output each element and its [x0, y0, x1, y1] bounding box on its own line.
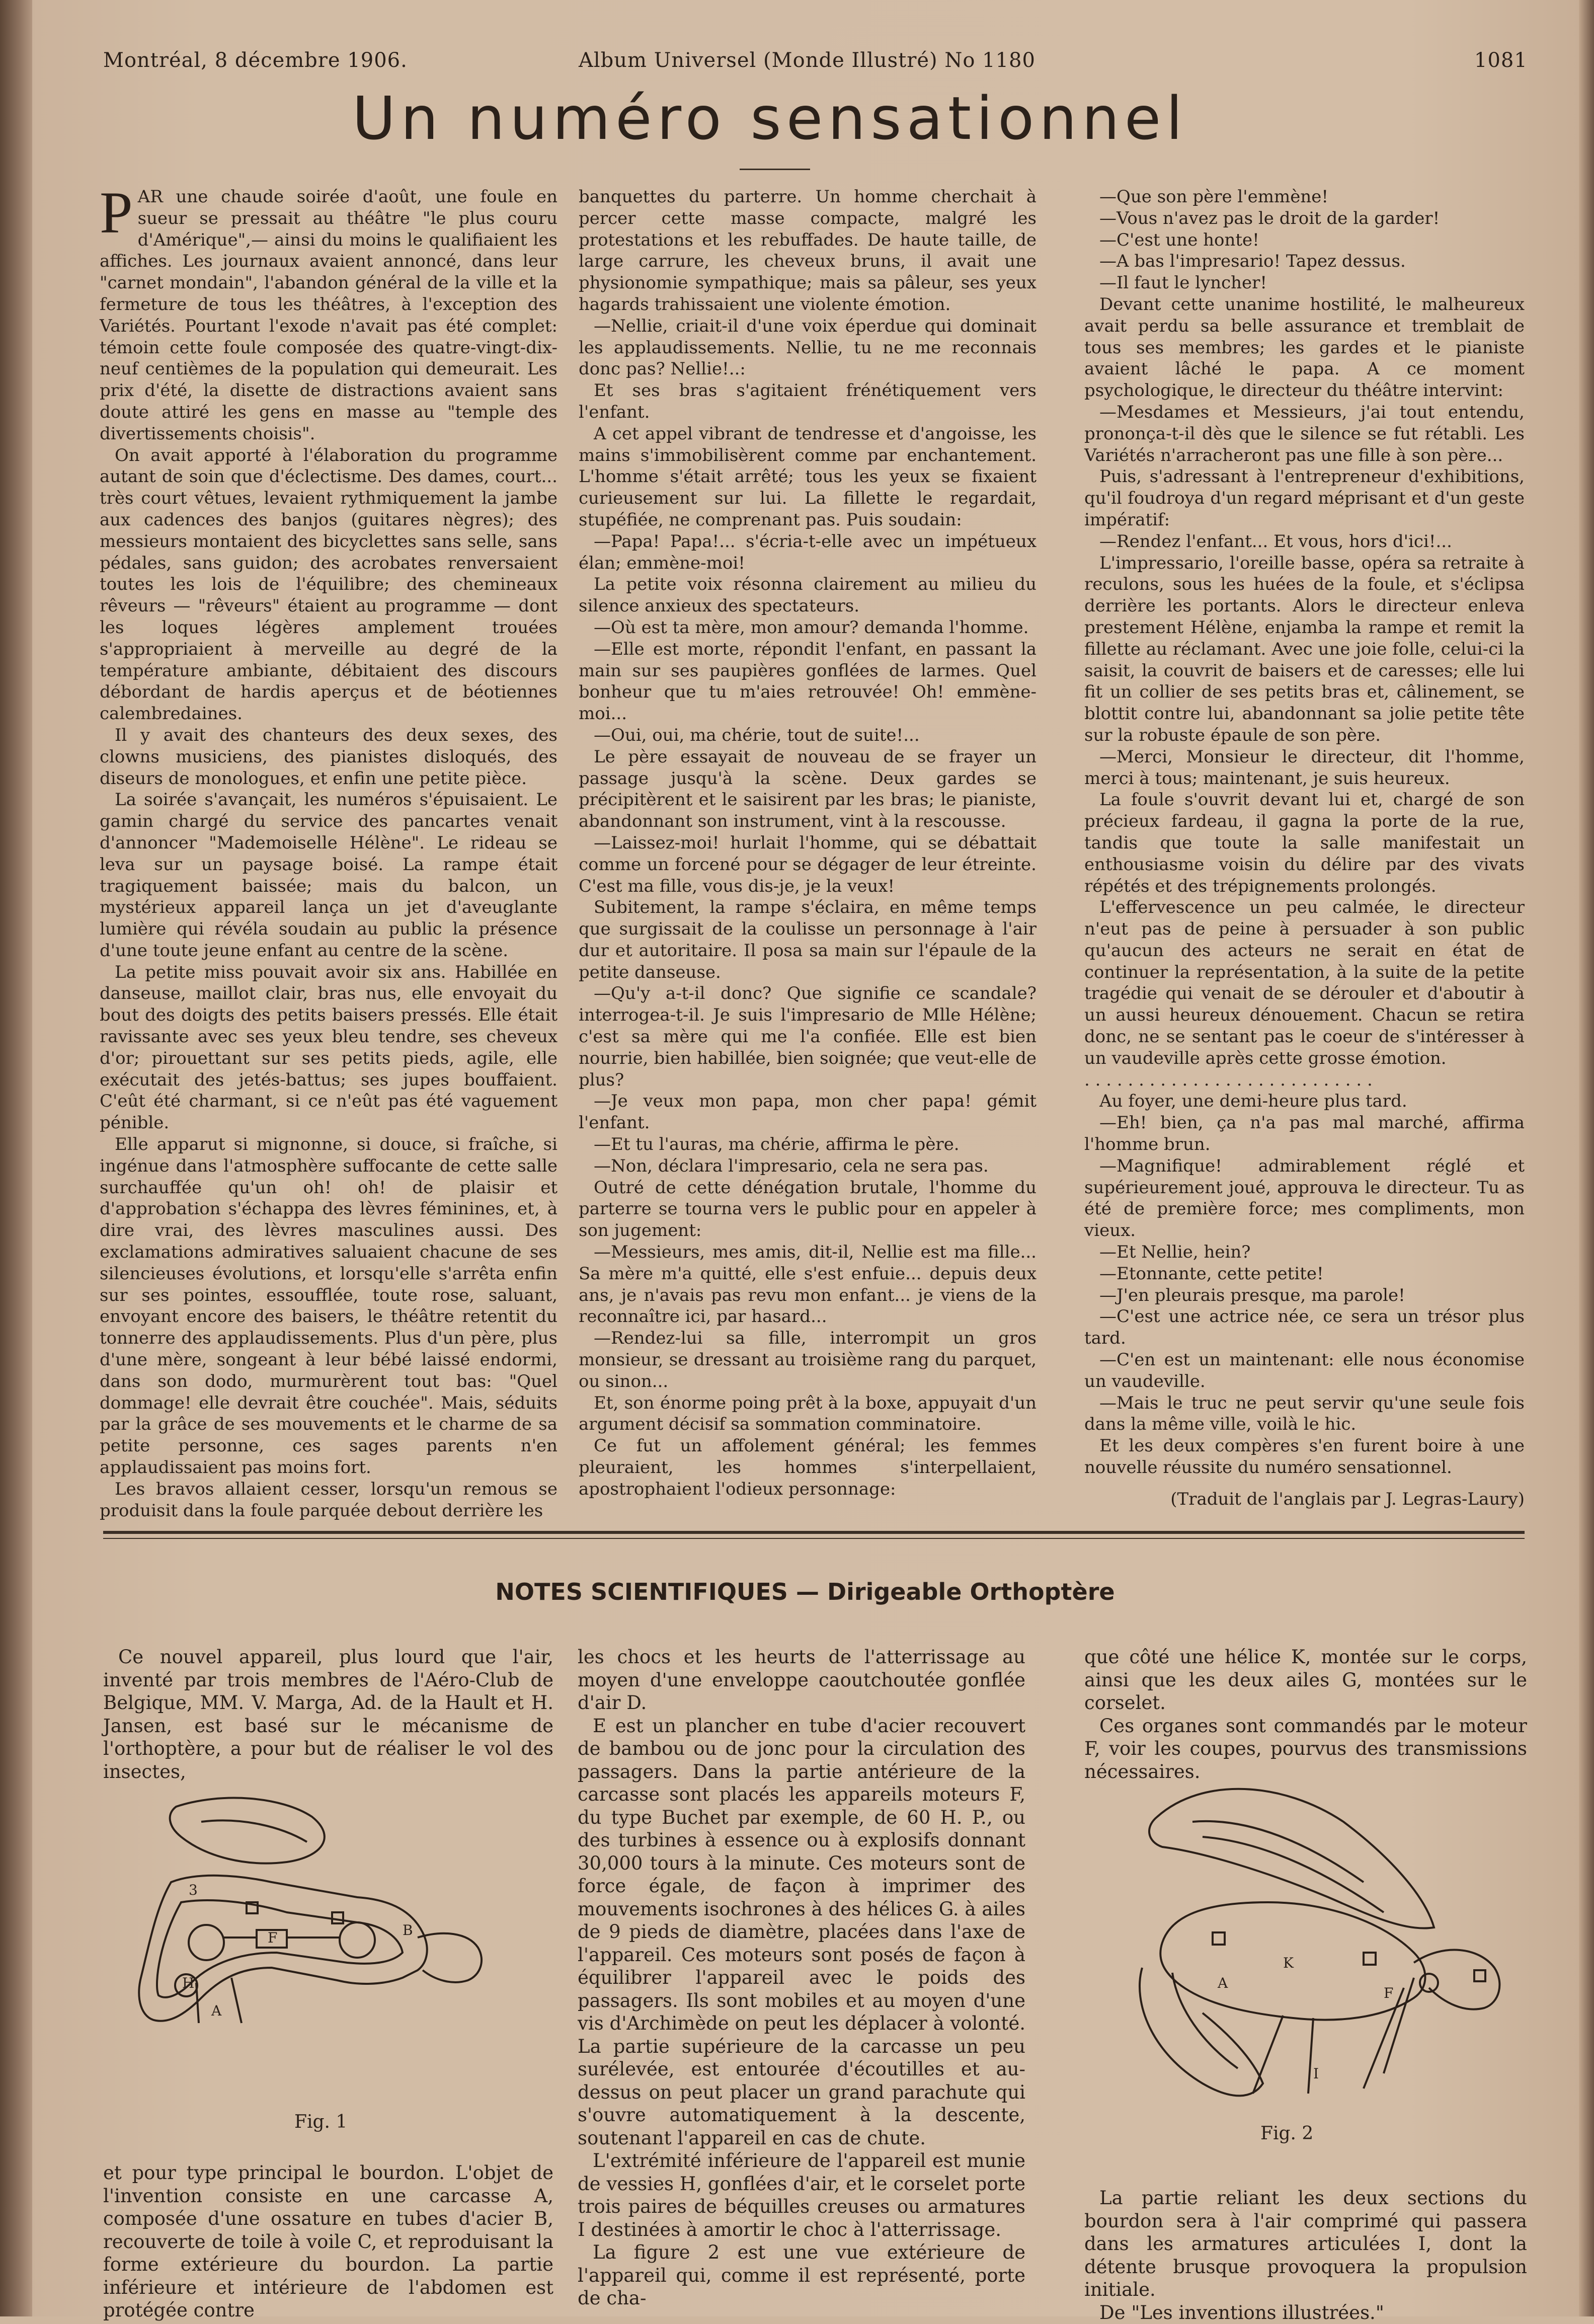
story-column-1: [100, 186, 557, 1521]
story-paragraph: —Nellie, criait-il d'une voix éperdue qui dominait les applaudissements. Nellie, tu ne me reconnais donc pas? Nellie!..:: [579, 316, 1037, 380]
story-paragraph: —Rendez l'enfant... Et vous, hors d'ici!...: [1084, 531, 1525, 553]
science-paragraph: Ces organes sont commandés par le moteur F, voir les coupes, pourvus des transmissions nécessaires.: [1084, 1715, 1527, 1784]
story-paragraph: Et, son énorme poing prêt à la boxe, appuyait d'un argument décisif sa sommation comminatoire.: [579, 1392, 1037, 1436]
fig2-label-a: A: [1217, 1975, 1228, 1991]
story-paragraph: Les bravos allaient cesser, lorsqu'un remous se produisit dans la foule parquée debout derrière les: [100, 1479, 557, 1522]
story-paragraph: La petite voix résonna clairement au milieu du silence anxieux des spectateurs.: [579, 574, 1037, 617]
story-paragraph: —J'en pleurais presque, ma parole!: [1084, 1285, 1525, 1306]
story-paragraph: —Etonnante, cette petite!: [1084, 1263, 1525, 1285]
header-publication: Album Universel (Monde Illustré) No 1180: [579, 48, 1035, 72]
science-paragraph: La partie reliant les deux sections du bourdon sera à l'air comprimé qui passera dans les armatures articulées I, dont la détente brusque provoquera la propulsion initiale.: [1084, 2187, 1527, 2301]
science-paragraph: Ce nouvel appareil, plus lourd que l'air, inventé par trois membres de l'Aéro-Club de Belgique, MM. V. Marga, Ad. de la Hault et H. Jansen, est basé sur le mécanisme de l'orthoptère, a pour but de réaliser le vol des insectes,: [103, 1646, 553, 1783]
story-paragraph: Au foyer, une demi-heure plus tard.: [1084, 1091, 1525, 1112]
story-paragraph: —Il faut le lyncher!: [1084, 272, 1525, 294]
title-divider: [740, 169, 810, 170]
fig1-label-b: B: [403, 1922, 413, 1939]
story-paragraph: —Merci, Monsieur le directeur, dit l'homme, merci à tous; maintenant, je suis heureux.: [1084, 746, 1525, 790]
science-column-1-top: [103, 1646, 553, 1783]
story-paragraph: —C'est une actrice née, ce sera un trésor plus tard.: [1084, 1306, 1525, 1349]
fig1-label-a: A: [211, 2002, 222, 2019]
figure-1-cross-section: [121, 1787, 538, 2099]
science-paragraph: et pour type principal le bourdon. L'objet de l'invention consiste en une carcasse A, composée d'une ossature en tubes d'acier B, recouverte de toile à voile C, et reproduisant la forme extérieure du bourdon. La partie inférieure et intérieure de l'abdomen est protégée contre: [103, 2161, 553, 2322]
story-paragraph: —Mesdames et Messieurs, j'ai tout entendu, prononça-t-il dès que le silence se fut rétabli. Les Variétés n'arracheront pas une fille à son père...: [1084, 402, 1525, 466]
story-paragraph: L'impressario, l'oreille basse, opéra sa retraite à reculons, sous les huées de la foule, et s'éclipsa derrière les portants. Alors le directeur enleva prestement Hélène, enjamba la rampe et remit la fillette au réclamant. Avec une joie folle, celui-ci la saisit, la couvrit de baisers et de caresses; elle lui fit un collier de ses petits bras et, câlinement, se blottit contre lui, abandonnant sa jolie petite tête sur la robuste épaule de son père.: [1084, 553, 1525, 746]
story-paragraph: Et les deux compères s'en furent boire à une nouvelle réussite du numéro sensationnel.: [1084, 1435, 1525, 1479]
story-paragraph: —Laissez-moi! hurlait l'homme, qui se débattait comme un forcené pour se dégager de leur étreinte. C'est ma fille, vous dis-je, je la veux!: [579, 832, 1037, 897]
story-paragraph: La foule s'ouvrit devant lui et, chargé de son précieux fardeau, il gagna la porte de la rue, tandis que toute la salle manifestait un enthousiasme voisin du délire par des vivats répétés et des trépignements prolongés.: [1084, 789, 1525, 897]
story-paragraph: Subitement, la rampe s'éclaira, en même temps que surgissait de la coulisse un personnage à l'air dur et autoritaire. Il posa sa main sur l'épaule de la petite danseuse.: [579, 897, 1037, 983]
section-divider-thin: [103, 1538, 1525, 1539]
story-paragraph: Puis, s'adressant à l'entrepreneur d'exhibitions, qu'il foudroya d'un regard méprisant et d'un geste impératif:: [1084, 466, 1525, 530]
story-paragraph: —Magnifique! admirablement réglé et supérieurement joué, approuva le directeur. Tu as été de première force; mes compliments, mon vieux.: [1084, 1155, 1525, 1242]
story-paragraph: —Papa! Papa!... s'écria-t-elle avec un impétueux élan; emmène-moi!: [579, 531, 1037, 574]
science-source: De "Les inventions illustrées.": [1084, 2301, 1527, 2324]
header-date: Montréal, 8 décembre 1906.: [103, 48, 408, 72]
story-paragraph: Outré de cette dénégation brutale, l'homme du parterre se tourna vers le public pour en appeler à son jugement:: [579, 1177, 1037, 1242]
story-paragraph: —Mais le truc ne peut servir qu'une seule fois dans la même ville, voilà le hic.: [1084, 1392, 1525, 1436]
science-column-2: [578, 1646, 1025, 2310]
science-column-1-bottom: [103, 2161, 553, 2322]
fig2-label-f: F: [1384, 1985, 1393, 2001]
story-paragraph: —Rendez-lui sa fille, interrompit un gros monsieur, se dressant au troisième rang du parquet, ou sinon...: [579, 1328, 1037, 1392]
story-paragraph: —Messieurs, mes amis, dit-il, Nellie est ma fille... Sa mère m'a quitté, elle s'est enfuie... depuis deux ans, je n'avais pas revu mon enfant... je viens de la reconnaître ici, par hasard...: [579, 1242, 1037, 1328]
story-paragraph: —Eh! bien, ça n'a pas mal marché, affirma l'homme brun.: [1084, 1112, 1525, 1155]
story-paragraph: La petite miss pouvait avoir six ans. Habillée en danseuse, maillot clair, bras nus, elle envoyait du bout des doigts des petits baisers pressés. Elle était ravissante avec ses yeux bleu tendre, ses cheveux d'or; pirouettant sur ses petits pieds, agile, elle exécutait des jetés-battus; ses jupes bouffaient. C'eût été charmant, si ce n'eût pas été vaguement pénible.: [100, 962, 557, 1134]
story-paragraph: —Et tu l'auras, ma chérie, affirma le père.: [579, 1134, 1037, 1155]
story-paragraph: Elle apparut si mignonne, si douce, si fraîche, si ingénue dans l'atmosphère suffocante de cette salle surchauffée qu'un oh! oh! de plaisir et d'approbation s'échappa des lèvres féminines, et, à dire vrai, des lèvres masculines aussi. Des exclamations admiratives saluaient chacune de ses silencieuses évolutions, et lorsqu'elle s'arrêta enfin sur ses pointes, essoufflée, toute rose, saluant, envoyant encore des baisers, le théâtre retentit du tonnerre des applaudissements. Plus d'un père, plus d'une mère, songeant à leur bébé laissé endormi, dans son dodo, murmurèrent tout bas: "Quel dommage! elle devrait être couchée". Mais, séduits par la grâce de ses mouvements et le charme de sa petite personne, ces sages parents n'en applaudissaient pas moins fort.: [100, 1134, 557, 1479]
fig1-label-3: 3: [189, 1882, 198, 1898]
science-column-3-bottom: [1084, 2187, 1527, 2324]
science-section-title: NOTES SCIENTIFIQUES — Dirigeable Orthoptère: [151, 1578, 1459, 1606]
header-page-number: 1081: [1474, 48, 1528, 72]
story-paragraph: —Non, déclara l'impresario, cela ne sera pas.: [579, 1155, 1037, 1177]
story-paragraph: Il y avait des chanteurs des deux sexes, des clowns musiciens, des pianistes disloqués, des diseurs de monologues, et enfin une petite pièce.: [100, 725, 557, 789]
science-paragraph: E est un plancher en tube d'acier recouvert de bambou ou de jonc pour la circulation des passagers. Dans la partie antérieure de la carcasse sont placés les appareils moteurs F, du type Buchet par exemple, de 60 H. P., ou des turbines à essence ou à explosifs donnant 30,000 tours à la minute. Ces moteurs sont de force égale, de façon à imprimer des mouvements isochrones à des hélices G. à ailes de 9 pieds de diamètre, placées dans l'axe de l'appareil. Ces moteurs sont posés de façon à équilibrer l'appareil avec le poids des passagers. Ils sont mobiles et au moyen d'une vis d'Archimède on peut les déplacer à volonté. La partie supérieure de la carcasse un peu surélevée, est entourée d'écoutilles et au-dessus on peut placer un grand parachute qui s'ouvre automatiquement à la descente, soutenant l'appareil en cas de chute.: [578, 1715, 1025, 2150]
science-paragraph: que côté une hélice K, montée sur le corps, ainsi que les deux ailes G, montées sur le corselet.: [1084, 1646, 1527, 1715]
story-title: Un numéro sensationnel: [191, 81, 1348, 156]
binding-spine: [0, 0, 32, 2316]
story-paragraph: —Oui, oui, ma chérie, tout de suite!...: [579, 725, 1037, 746]
story-paragraph: —Je veux mon papa, mon cher papa! gémit l'enfant.: [579, 1091, 1037, 1134]
story-column-3: [1084, 186, 1525, 1510]
story-paragraph: L'effervescence un peu calmée, le directeur n'eut pas de peine à persuader à son public qu'aucun des acteurs ne serait en état de continuer la représentation, à la suite de la petite tragédie qui venait de se dérouler et d'aboutir à un aussi heureux dénouement. Chacun se retira donc, ne se sentant pas le coeur de s'intéresser à un vaudeville après cette grosse émotion.: [1084, 897, 1525, 1069]
story-paragraph: La soirée s'avançait, les numéros s'épuisaient. Le gamin chargé du service des pancartes venait d'annoncer "Mademoiselle Hélène". Le rideau se leva sur un paysage boisé. La rampe était tragiquement baissée; mais du balcon, un mystérieux appareil lança un jet d'aveuglante lumière qui révéla soudain au public la présence d'une toute jeune enfant au centre de la scène.: [100, 789, 557, 961]
story-paragraph: [100, 186, 557, 445]
story-paragraph: Ce fut un affolement général; les femmes pleuraient, les hommes s'interpellaient, apostrophaient l'odieux personnage:: [579, 1435, 1037, 1500]
fig2-label-k: K: [1283, 1955, 1294, 1971]
story-paragraph: On avait apporté à l'élaboration du programme autant de soin que d'éclectisme. Des dames, court... très court vêtues, levaient rythmiquement la jambe aux cadences des banjos (guitares nègres); des messieurs montaient des bicyclettes sans selle, sans pédales, sans guidon; des acrobates renversaient toutes les lois de l'équilibre; des chemineaux rêveurs — "rêveurs" étaient au programme — dont les loques légères amplement trouées s'appropriaient à merveille au degré de la température ambiante, débitaient des discours débordant de hardis aperçus et de béotiennes calembredaines.: [100, 445, 557, 725]
story-paragraph: —Elle est morte, répondit l'enfant, en passant la main sur ses paupières gonflées de larmes. Quel bonheur que tu m'aies retrouvée! Oh! emmène-moi...: [579, 639, 1037, 725]
story-paragraph: Devant cette unanime hostilité, le malheureux avait perdu sa belle assurance et tremblait de tous ses membres; les gardes et le pianiste avaient lâché le papa. A ce moment psychologique, le directeur du théâtre intervint:: [1084, 294, 1525, 402]
figure-2-caption: Fig. 2: [1260, 2123, 1313, 2145]
story-paragraph: Le père essayait de nouveau de se frayer un passage jusqu'à la scène. Deux gardes se précipitèrent et le saisirent par les bras; le pianiste, abandonnant son instrument, vint à la rescousse.: [579, 746, 1037, 832]
story-paragraph: —A bas l'impresario! Tapez dessus.: [1084, 251, 1525, 272]
story-paragraph: Et ses bras s'agitaient frénétiquement vers l'enfant.: [579, 380, 1037, 423]
story-paragraph: —Et Nellie, hein?: [1084, 1242, 1525, 1263]
story-paragraph: A cet appel vibrant de tendresse et d'angoisse, les mains s'immobilisèrent comme par enchantement. L'homme s'était arrêté; tous les yeux se fixaient curieusement sur lui. La fillette le regardait, stupéfiée, ne comprenant pas. Puis soudain:: [579, 423, 1037, 531]
fig1-label-h: H: [182, 1975, 194, 1991]
figure-1-caption: Fig. 1: [294, 2111, 347, 2133]
figure-2-exterior-view: [1102, 1761, 1535, 2144]
story-paragraph: —C'en est un maintenant: elle nous économise un vaudeville.: [1084, 1349, 1525, 1392]
fig2-label-i: I: [1313, 2065, 1319, 2082]
science-paragraph: les chocs et les heurts de l'atterrissage au moyen d'une enveloppe caoutchoutée gonflée d'air D.: [578, 1646, 1025, 1715]
page-edge: [1579, 0, 1594, 2316]
story-paragraph: —Où est ta mère, mon amour? demanda l'homme.: [579, 617, 1037, 639]
story-column-2: [579, 186, 1037, 1500]
story-paragraph: banquettes du parterre. Un homme cherchait à percer cette masse compacte, malgré les protestations et les rebuffades. De haute taille, de large carrure, les cheveux bruns, il avait une physionomie sympathique; mais sa pâleur, ses yeux hagards trahissaient une violente émotion.: [579, 186, 1037, 316]
fig1-label-f: F: [268, 1929, 277, 1946]
science-paragraph: La figure 2 est une vue extérieure de l'appareil qui, comme il est représenté, porte de cha-: [578, 2241, 1025, 2310]
story-paragraph: —C'est une honte!: [1084, 229, 1525, 251]
story-paragraph: —Qu'y a-t-il donc? Que signifie ce scandale? interrogea-t-il. Je suis l'impresario de Mlle Hélène; c'est sa mère qui me l'a confiée. Elle est bien nourrie, bien habillée, bien soignée; que veut-elle de plus?: [579, 983, 1037, 1091]
story-paragraph: —Que son père l'emmène!: [1084, 186, 1525, 208]
section-divider-thick: [103, 1531, 1525, 1534]
drop-cap: P: [100, 189, 133, 237]
story-first-paragraph: AR une chaude soirée d'août, une foule en sueur se pressait au théâtre "le plus couru d'Amérique",— ainsi du moins le qualifiaient les affiches. Les journaux avaient annoncé, dans leur "carnet mondain", l'abandon général de la ville et la fermeture de tous les théâtres, à l'exception des Variétés. Pourtant l'exode n'avait pas été complet: témoin cette foule composée des quatre-vingt-dix-neuf centièmes de la population qui demeurait. Les prix d'été, la disette de distractions avaient sans doute attiré les gens en masse au "temple des divertissements choisis".: [100, 187, 557, 444]
science-paragraph: L'extrémité inférieure de l'appareil est munie de vessies H, gonflées d'air, et le corselet porte trois paires de béquilles creuses ou armatures I destinées à amortir le choc à l'atterrissage.: [578, 2149, 1025, 2241]
section-break-dots: . . . . . . . . . . . . . . . . . . . . . . . . . . .: [1084, 1069, 1525, 1091]
story-paragraph: —Vous n'avez pas le droit de la garder!: [1084, 208, 1525, 229]
translator-credit: (Traduit de l'anglais par J. Legras-Laury): [1084, 1489, 1525, 1510]
